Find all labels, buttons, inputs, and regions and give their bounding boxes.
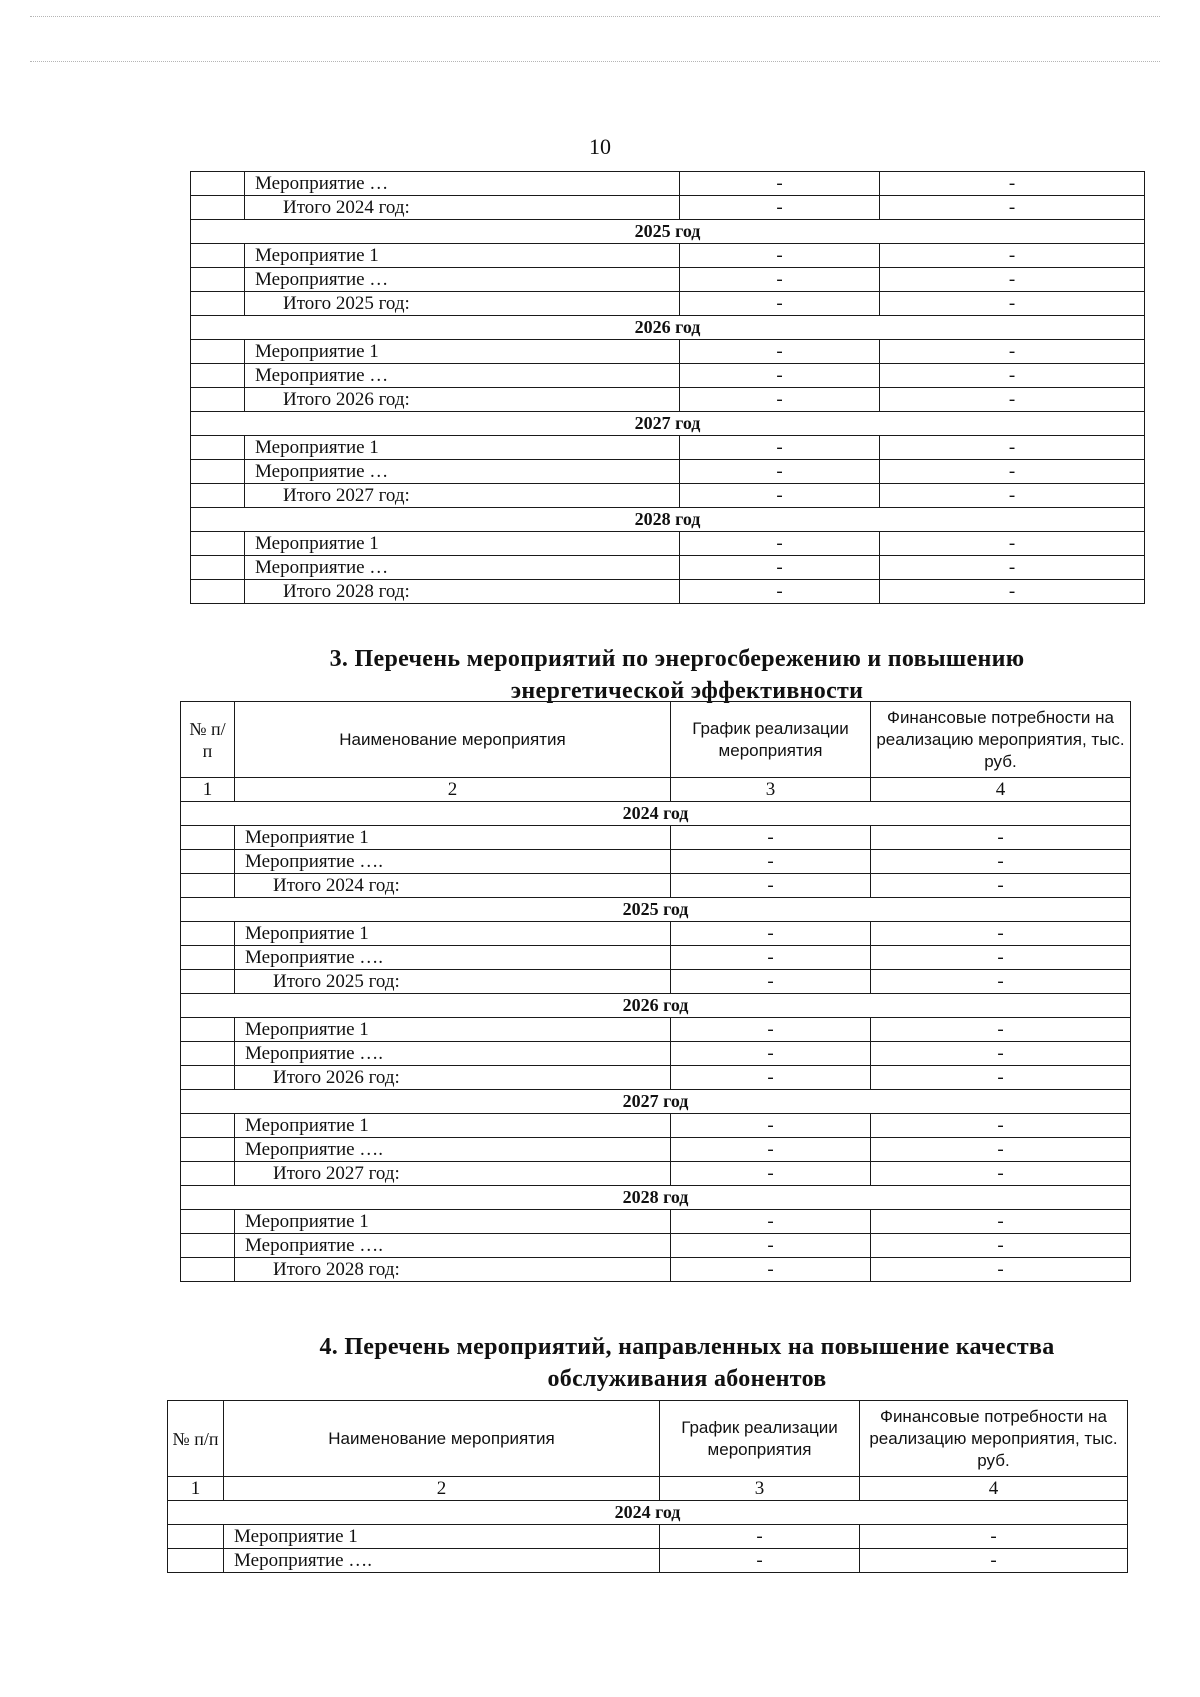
activity-row: [181, 850, 1131, 874]
column-number-cell: 1: [168, 1477, 224, 1501]
schedule-cell: -: [671, 850, 871, 874]
column-number-cell: 2: [224, 1477, 660, 1501]
finance-cell: -: [880, 196, 1145, 220]
finance-cell: -: [871, 1042, 1131, 1066]
row-number-cell: [181, 874, 235, 898]
row-number-cell: [181, 1138, 235, 1162]
schedule-cell: -: [671, 1162, 871, 1186]
column-numbers-row: [168, 1477, 1128, 1501]
activity-name-cell: Мероприятие 1: [245, 340, 680, 364]
service-quality-activities-table: [167, 1400, 1128, 1573]
finance-cell: -: [880, 532, 1145, 556]
header-name-cell: Наименование мероприятия: [235, 702, 671, 778]
finance-cell: -: [871, 970, 1131, 994]
activity-row: [191, 172, 1145, 196]
schedule-cell: -: [680, 436, 880, 460]
finance-cell: -: [871, 922, 1131, 946]
row-number-cell: [191, 484, 245, 508]
column-number-cell: 4: [860, 1477, 1128, 1501]
total-row: [191, 388, 1145, 412]
schedule-cell: -: [671, 874, 871, 898]
activity-row: [168, 1549, 1128, 1573]
finance-cell: -: [871, 1114, 1131, 1138]
schedule-cell: -: [680, 388, 880, 412]
schedule-cell: -: [680, 460, 880, 484]
section-4-title-line-1: 4. Перечень мероприятий, направленных на повышение качества: [319, 1334, 1055, 1360]
finance-cell: -: [880, 364, 1145, 388]
row-number-cell: [181, 946, 235, 970]
activity-row: [181, 1234, 1131, 1258]
finance-cell: -: [860, 1549, 1128, 1573]
finance-cell: -: [871, 1258, 1131, 1282]
total-row: [181, 874, 1131, 898]
year-row: [191, 220, 1145, 244]
activity-name-cell: Итого 2024 год:: [235, 874, 671, 898]
activity-name-cell: Мероприятие 1: [245, 532, 680, 556]
finance-cell: -: [880, 244, 1145, 268]
activity-name-cell: Мероприятие ….: [235, 1042, 671, 1066]
finance-cell: -: [871, 826, 1131, 850]
finance-cell: -: [871, 1210, 1131, 1234]
schedule-cell: -: [660, 1525, 860, 1549]
year-label: 2028 год: [191, 508, 1145, 532]
year-row: [181, 898, 1131, 922]
finance-cell: -: [880, 340, 1145, 364]
activity-name-cell: Мероприятие …: [245, 268, 680, 292]
activity-name-cell: Мероприятие 1: [245, 244, 680, 268]
year-row: [181, 1090, 1131, 1114]
activity-name-cell: Мероприятие ….: [235, 850, 671, 874]
activity-name-cell: Мероприятие …: [245, 460, 680, 484]
schedule-cell: -: [671, 1018, 871, 1042]
activity-name-cell: Итого 2027 год:: [235, 1162, 671, 1186]
scan-artifact-line: [30, 61, 1160, 62]
finance-cell: -: [880, 484, 1145, 508]
finance-cell: -: [880, 580, 1145, 604]
row-number-cell: [191, 292, 245, 316]
activity-row: [181, 1210, 1131, 1234]
total-row: [191, 580, 1145, 604]
year-row: [181, 802, 1131, 826]
schedule-cell: -: [680, 484, 880, 508]
schedule-cell: -: [671, 1114, 871, 1138]
column-number-cell: 2: [235, 778, 671, 802]
row-number-cell: [181, 850, 235, 874]
schedule-cell: -: [660, 1549, 860, 1573]
section-3-title-line-2: энергетической эффективности: [510, 678, 864, 704]
column-number-cell: 1: [181, 778, 235, 802]
column-numbers-row: [181, 778, 1131, 802]
schedule-cell: -: [671, 826, 871, 850]
activity-name-cell: Мероприятие ….: [235, 1138, 671, 1162]
activity-row: [191, 340, 1145, 364]
activity-row: [181, 922, 1131, 946]
finance-cell: -: [871, 1162, 1131, 1186]
column-number-cell: 3: [671, 778, 871, 802]
finance-cell: -: [871, 946, 1131, 970]
header-number-cell: № п/п: [168, 1401, 224, 1477]
schedule-cell: -: [680, 340, 880, 364]
schedule-cell: -: [680, 556, 880, 580]
schedule-cell: -: [671, 1138, 871, 1162]
activity-row: [191, 364, 1145, 388]
total-row: [181, 1162, 1131, 1186]
activity-row: [181, 946, 1131, 970]
row-number-cell: [191, 460, 245, 484]
row-number-cell: [191, 172, 245, 196]
row-number-cell: [181, 1234, 235, 1258]
activity-name-cell: Мероприятие 1: [235, 1114, 671, 1138]
total-row: [181, 1258, 1131, 1282]
row-number-cell: [181, 1114, 235, 1138]
activities-table-continuation: [190, 171, 1145, 604]
year-row: [191, 508, 1145, 532]
year-row: [191, 316, 1145, 340]
activity-name-cell: Итого 2026 год:: [245, 388, 680, 412]
table-header-row: [181, 702, 1131, 778]
year-row: [168, 1501, 1128, 1525]
schedule-cell: -: [671, 1210, 871, 1234]
activity-name-cell: Итого 2028 год:: [235, 1258, 671, 1282]
section-3-title-line-1: 3. Перечень мероприятий по энергосбережению и повышению: [329, 646, 1025, 672]
year-label: 2026 год: [181, 994, 1131, 1018]
header-finance-cell: Финансовые потребности на реализацию мероприятия, тыс. руб.: [860, 1401, 1128, 1477]
schedule-cell: -: [671, 970, 871, 994]
row-number-cell: [191, 436, 245, 460]
row-number-cell: [181, 1210, 235, 1234]
activity-name-cell: Мероприятие 1: [235, 922, 671, 946]
year-label: 2027 год: [181, 1090, 1131, 1114]
activity-row: [181, 1042, 1131, 1066]
year-label: 2027 год: [191, 412, 1145, 436]
section-4-title-line-2: обслуживания абонентов: [547, 1366, 827, 1392]
activity-name-cell: Итого 2027 год:: [245, 484, 680, 508]
finance-cell: -: [871, 874, 1131, 898]
activity-row: [168, 1525, 1128, 1549]
finance-cell: -: [880, 388, 1145, 412]
row-number-cell: [181, 1042, 235, 1066]
activity-name-cell: Итого 2025 год:: [245, 292, 680, 316]
finance-cell: -: [880, 436, 1145, 460]
schedule-cell: -: [680, 172, 880, 196]
column-number-cell: 4: [871, 778, 1131, 802]
row-number-cell: [191, 388, 245, 412]
activity-row: [191, 436, 1145, 460]
year-row: [181, 994, 1131, 1018]
total-row: [191, 196, 1145, 220]
finance-cell: -: [860, 1525, 1128, 1549]
scan-artifact-line: [30, 16, 1160, 17]
activity-name-cell: Мероприятие ….: [224, 1549, 660, 1573]
total-row: [181, 1066, 1131, 1090]
finance-cell: -: [871, 850, 1131, 874]
header-schedule-cell: График реализации мероприятия: [671, 702, 871, 778]
activity-row: [181, 1114, 1131, 1138]
activity-name-cell: Мероприятие …: [245, 172, 680, 196]
activity-name-cell: Итого 2026 год:: [235, 1066, 671, 1090]
header-number-cell: № п/п: [181, 702, 235, 778]
total-row: [191, 292, 1145, 316]
finance-cell: -: [880, 292, 1145, 316]
schedule-cell: -: [671, 1258, 871, 1282]
activity-name-cell: Мероприятие …: [245, 556, 680, 580]
year-label: 2028 год: [181, 1186, 1131, 1210]
schedule-cell: -: [680, 244, 880, 268]
row-number-cell: [191, 580, 245, 604]
activity-row: [181, 1018, 1131, 1042]
schedule-cell: -: [671, 1234, 871, 1258]
year-label: 2024 год: [168, 1501, 1128, 1525]
section-4-title: [180, 1331, 1134, 1395]
header-name-cell: Наименование мероприятия: [224, 1401, 660, 1477]
year-label: 2025 год: [181, 898, 1131, 922]
schedule-cell: -: [680, 580, 880, 604]
activity-name-cell: Итого 2024 год:: [245, 196, 680, 220]
finance-cell: -: [880, 460, 1145, 484]
row-number-cell: [191, 340, 245, 364]
finance-cell: -: [880, 268, 1145, 292]
total-row: [181, 970, 1131, 994]
finance-cell: -: [871, 1018, 1131, 1042]
row-number-cell: [181, 922, 235, 946]
year-label: 2024 год: [181, 802, 1131, 826]
activity-row: [191, 460, 1145, 484]
schedule-cell: -: [680, 196, 880, 220]
year-label: 2026 год: [191, 316, 1145, 340]
activity-row: [191, 532, 1145, 556]
schedule-cell: -: [680, 292, 880, 316]
row-number-cell: [191, 364, 245, 388]
year-label: 2025 год: [191, 220, 1145, 244]
schedule-cell: -: [671, 1066, 871, 1090]
row-number-cell: [181, 970, 235, 994]
activity-name-cell: Мероприятие 1: [235, 1018, 671, 1042]
activity-row: [181, 1138, 1131, 1162]
table-header-row: [168, 1401, 1128, 1477]
finance-cell: -: [871, 1066, 1131, 1090]
activity-row: [181, 826, 1131, 850]
row-number-cell: [181, 826, 235, 850]
finance-cell: -: [871, 1138, 1131, 1162]
activity-name-cell: Мероприятие …: [245, 364, 680, 388]
row-number-cell: [181, 1018, 235, 1042]
schedule-cell: -: [671, 922, 871, 946]
finance-cell: -: [880, 172, 1145, 196]
header-schedule-cell: График реализации мероприятия: [660, 1401, 860, 1477]
finance-cell: -: [871, 1234, 1131, 1258]
row-number-cell: [191, 244, 245, 268]
row-number-cell: [168, 1549, 224, 1573]
activity-name-cell: Мероприятие 1: [235, 826, 671, 850]
activity-name-cell: Мероприятие 1: [245, 436, 680, 460]
section-3-title: [190, 643, 1144, 707]
schedule-cell: -: [680, 364, 880, 388]
row-number-cell: [181, 1162, 235, 1186]
activity-row: [191, 244, 1145, 268]
activity-name-cell: Итого 2028 год:: [245, 580, 680, 604]
schedule-cell: -: [680, 268, 880, 292]
header-finance-cell: Финансовые потребности на реализацию мероприятия, тыс. руб.: [871, 702, 1131, 778]
activity-name-cell: Мероприятие ….: [235, 1234, 671, 1258]
total-row: [191, 484, 1145, 508]
row-number-cell: [168, 1525, 224, 1549]
activity-name-cell: Мероприятие 1: [235, 1210, 671, 1234]
row-number-cell: [181, 1258, 235, 1282]
schedule-cell: -: [671, 1042, 871, 1066]
column-number-cell: 3: [660, 1477, 860, 1501]
schedule-cell: -: [680, 532, 880, 556]
year-row: [191, 412, 1145, 436]
activity-row: [191, 556, 1145, 580]
activity-row: [191, 268, 1145, 292]
row-number-cell: [191, 556, 245, 580]
row-number-cell: [191, 532, 245, 556]
activity-name-cell: Мероприятие ….: [235, 946, 671, 970]
row-number-cell: [181, 1066, 235, 1090]
activity-name-cell: Мероприятие 1: [224, 1525, 660, 1549]
energy-saving-activities-table: [180, 701, 1131, 1282]
schedule-cell: -: [671, 946, 871, 970]
row-number-cell: [191, 196, 245, 220]
year-row: [181, 1186, 1131, 1210]
row-number-cell: [191, 268, 245, 292]
page-number: 10: [589, 134, 611, 159]
activity-name-cell: Итого 2025 год:: [235, 970, 671, 994]
finance-cell: -: [880, 556, 1145, 580]
